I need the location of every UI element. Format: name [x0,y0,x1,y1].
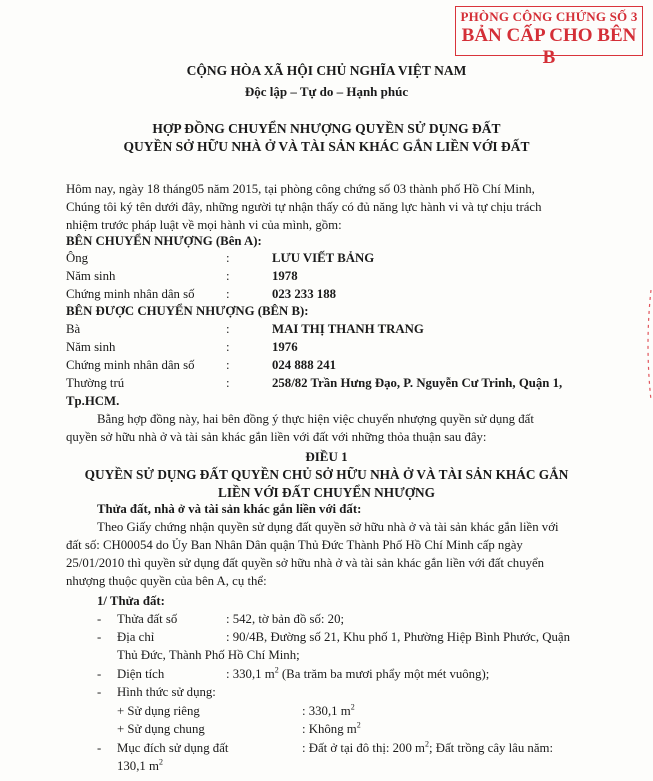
party-a-heading: BÊN CHUYỂN NHƯỢNG (Bên A): [66,234,262,248]
article-title-1: QUYỀN SỬ DỤNG ĐẤT QUYỀN CHỦ SỞ HỮU NHÀ Ở VÀ TÀI SẢN KHÁC GẮN [84,467,569,482]
party-a-label: Năm sinh [66,269,116,283]
intro-line: Chúng tôi ký tên dưới đây, những người tự nhận thấy có đủ năng lực hành vi và tự chịu trách [66,200,542,214]
item-value-cont: Thủ Đức, Thành Phố Hồ Chí Minh; [117,648,300,662]
party-b-value: MAI THỊ THANH TRANG [272,322,424,336]
seal-edge-mark [643,290,653,400]
party-a-value: 023 233 188 [272,287,336,301]
article-para: Theo Giấy chứng nhận quyền sử dụng đất quyền sở hữu nhà ở và tài sản khác gắn liền với [97,520,559,534]
bullet-dash: - [97,667,102,681]
item-label: + Sử dụng chung [117,722,205,736]
item-value: : 330,1 $m^2$ (Ba trăm ba mươi phẩy một mét vuông); [226,665,490,681]
stamp-line-1: PHÒNG CÔNG CHỨNG SỐ 3 [460,9,638,24]
nation-header: CỘNG HÒA XÃ HỘI CHỦ NGHĨA VIỆT NAM [186,63,467,78]
party-b-heading: BÊN ĐƯỢC CHUYỂN NHƯỢNG (BÊN B): [66,304,309,318]
party-b-label: Bà [66,322,81,336]
colon: : [226,251,230,265]
bullet-dash: - [97,685,102,699]
item-value: : Không $m^2$ [302,720,361,736]
motto: Độc lập – Tự do – Hạnh phúc [244,84,409,99]
item-label: Hình thức sử dụng: [117,685,216,699]
colon: : [226,269,230,283]
article-para: 25/01/2010 thì quyền sử dụng đất quyền sở hữu nhà ở và tài sản khác gắn liền với đất chuyển [66,556,545,570]
party-a-label: Chứng minh nhân dân số [66,287,195,301]
colon: : [226,322,230,336]
item-value: : 330,1 $m^2$ [302,702,355,718]
colon: : [226,376,230,390]
item-label: + Sử dụng riêng [117,704,200,718]
colon: : [226,287,230,301]
party-b-label: Thường trú [66,376,125,390]
stamp-line-2: BẢN CẤP CHO BÊN B [461,25,637,68]
article-para: nhượng thuộc quyền của bên A, cụ thể: [66,574,267,588]
title-line-1: HỢP ĐỒNG CHUYỂN NHƯỢNG QUYỀN SỬ DỤNG ĐẤT [152,121,501,136]
item-value: : 542, tờ bản đồ số: 20; [226,612,345,626]
agreement-line: Bằng hợp đồng này, hai bên đồng ý thực hiện việc chuyển nhượng quyền sử dụng đất [97,412,534,426]
section-heading: 1/ Thửa đất: [97,594,165,608]
party-b-value: 1976 [272,340,298,354]
item-label: Mục đích sử dụng đất [117,741,229,755]
title-line-2: QUYỀN SỞ HỮU NHÀ Ở VÀ TÀI SẢN KHÁC GẮN LIỀN VỚI ĐẤT [123,139,530,154]
item-label: Địa chỉ [117,630,155,644]
party-a-value: LƯU VIẾT BẢNG [272,251,375,265]
intro-line: nhiệm trước pháp luật về mọi hành vi của mình, gồm: [66,218,342,232]
item-label: Diện tích [117,667,165,681]
party-a-label: Ông [66,251,89,265]
item-value: : 90/4B, Đường số 21, Khu phố 1, Phường Hiệp Bình Phước, Quận [226,630,570,644]
party-b-address-cont: Tp.HCM. [66,394,120,408]
article-subheading: Thửa đất, nhà ở và tài sản khác gắn liền với đất: [97,502,362,516]
colon: : [226,358,230,372]
item-value-cont: 130,1 $m^2$ [117,757,163,773]
bullet-dash: - [97,630,102,644]
article-label: ĐIỀU 1 [305,449,348,464]
article-para: đất số: CH00054 do Ủy Ban Nhân Dân quận Thủ Đức Thành Phố Hồ Chí Minh cấp ngày [66,538,523,552]
item-label: Thửa đất số [117,612,178,626]
agreement-line: quyền sở hữu nhà ở và tài sản khác gắn liền với đất với những thỏa thuận sau đây: [66,430,487,444]
article-title-2: LIỀN VỚI ĐẤT CHUYỂN NHƯỢNG [218,485,435,500]
party-b-value: 258/82 Trần Hưng Đạo, P. Nguyễn Cư Trinh, Quận 1, [272,376,563,390]
bullet-dash: - [97,612,102,626]
party-a-value: 1978 [272,269,298,283]
bullet-dash: - [97,741,102,755]
party-b-label: Chứng minh nhân dân số [66,358,195,372]
notary-stamp [455,6,643,68]
item-value: : Đất ở tại đô thị: 200 $m^2$; Đất trồng cây lâu năm: [302,739,554,755]
intro-line: Hôm nay, ngày 18 tháng05 năm 2015, tại phòng công chứng số 03 thành phố Hồ Chí Minh, [66,182,535,196]
colon: : [226,340,230,354]
party-b-value: 024 888 241 [272,358,336,372]
party-b-label: Năm sinh [66,340,116,354]
